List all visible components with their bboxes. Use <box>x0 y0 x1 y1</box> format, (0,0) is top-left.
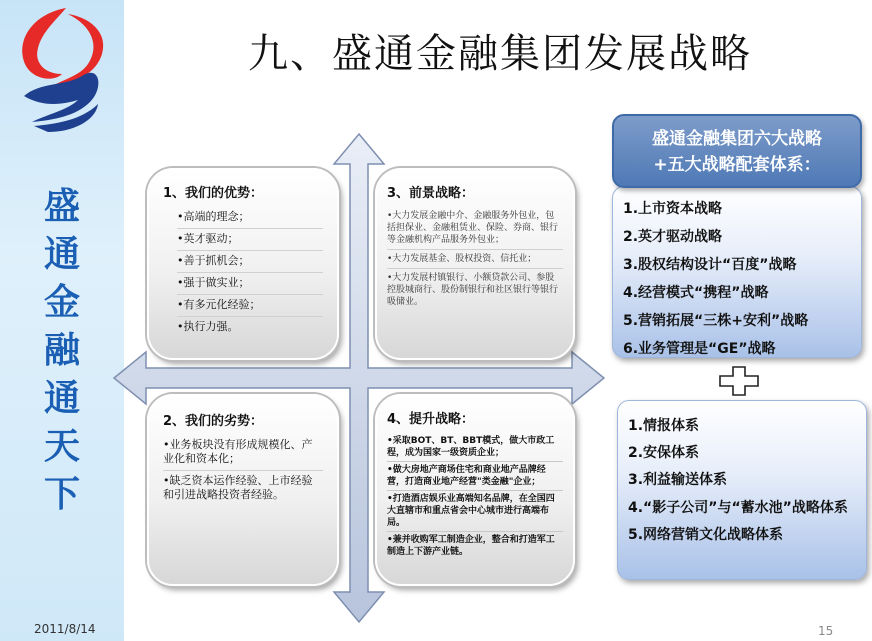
prospects-panel <box>375 168 575 360</box>
slogan-char: 下 <box>43 473 80 515</box>
list-item: 1.上市资本战略 <box>623 201 723 217</box>
list-item: •强于做实业； <box>177 273 323 295</box>
list-item: 2.安保体系 <box>628 445 700 461</box>
support-system-list <box>617 400 867 580</box>
strategy-list <box>612 186 862 358</box>
strategy-header-line: 盛通金融集团六大战略 <box>652 129 822 149</box>
list-item: 4.“影子公司”与“蓄水池”战略体系 <box>628 500 848 516</box>
prospects-title: 3、前景战略： <box>387 186 475 201</box>
strategy-header-line: +五大战略配套体系： <box>653 155 821 175</box>
slogan-char: 天 <box>43 425 80 467</box>
list-item: •大力发展村镇银行、小额贷款公司、参股控股城商行、股份制银行和社区银行等银行吸储业。 <box>387 273 559 307</box>
list-item: •采取BOT、BT、BBT模式，做大市政工程，成为国家一级资质企业； <box>387 433 563 462</box>
advantages-panel <box>147 168 339 360</box>
list-item: 5.营销拓展“三株+安利”战略 <box>623 313 809 329</box>
slide-title: 九、盛通金融集团发展战略 <box>248 31 752 77</box>
page-number: 15 <box>818 624 834 638</box>
advantages-list <box>163 207 323 338</box>
strategy-header <box>612 114 862 188</box>
list-item: •英才驱动； <box>177 229 323 251</box>
list-item: •有多元化经验； <box>177 295 323 317</box>
list-item: 3.利益输送体系 <box>628 472 728 488</box>
list-item: •大力发展基金、股权投资、信托业； <box>387 250 563 269</box>
upgrade-list <box>387 433 563 560</box>
weaknesses-title: 2、我们的劣势： <box>163 414 264 429</box>
list-item: •做大房地产商场住宅和商业地产品牌经营，打造商业地产经营"类金融"企业； <box>387 462 563 491</box>
list-item: 5.网络营销文化战略体系 <box>628 527 784 543</box>
list-item: 1.情报体系 <box>628 418 700 434</box>
vertical-slogan <box>38 182 86 518</box>
list-item: •业务板块没有形成规模化、产业化和资本化； <box>163 435 323 471</box>
weaknesses-panel <box>147 394 339 586</box>
weaknesses-list <box>163 435 323 506</box>
list-item: 3.股权结构设计“百度”战略 <box>623 257 797 273</box>
list-item: •高端的理念； <box>177 207 323 229</box>
list-item: •兼并收购军工制造企业，整合和打造军工制造上下游产业链。 <box>387 535 555 557</box>
slogan-char: 通 <box>43 233 80 275</box>
company-logo <box>4 4 114 134</box>
list-item: 4.经营模式“携程”战略 <box>623 285 769 301</box>
upgrade-title: 4、提升战略： <box>387 412 475 427</box>
slide-date: 2011/8/14 <box>34 622 96 636</box>
slogan-char: 盛 <box>43 185 80 227</box>
list-item: •善于抓机会； <box>177 251 323 273</box>
slogan-char: 通 <box>43 377 80 419</box>
list-item: •缺乏资本运作经验、上市经验和引进战略投资者经验。 <box>163 474 313 501</box>
upgrade-panel <box>375 394 575 586</box>
plus-icon <box>719 366 759 396</box>
list-item: •大力发展金融中介、金融服务外包业，包括担保业、金融租赁业、保险、券商、银行等金融机构产品服务外包业； <box>387 207 563 250</box>
list-item: 2.英才驱动战略 <box>623 229 723 245</box>
slogan-char: 金 <box>43 281 80 323</box>
slogan-char: 融 <box>43 329 80 371</box>
prospects-list <box>387 207 563 311</box>
list-item: •打造酒店娱乐业高端知名品牌，在全国四大直辖市和重点省会中心城市进行高端布局。 <box>387 491 563 532</box>
list-item: 6.业务管理是“GE”战略 <box>623 341 776 357</box>
advantages-title: 1、我们的优势： <box>163 186 264 201</box>
list-item: •执行力强。 <box>177 320 239 333</box>
